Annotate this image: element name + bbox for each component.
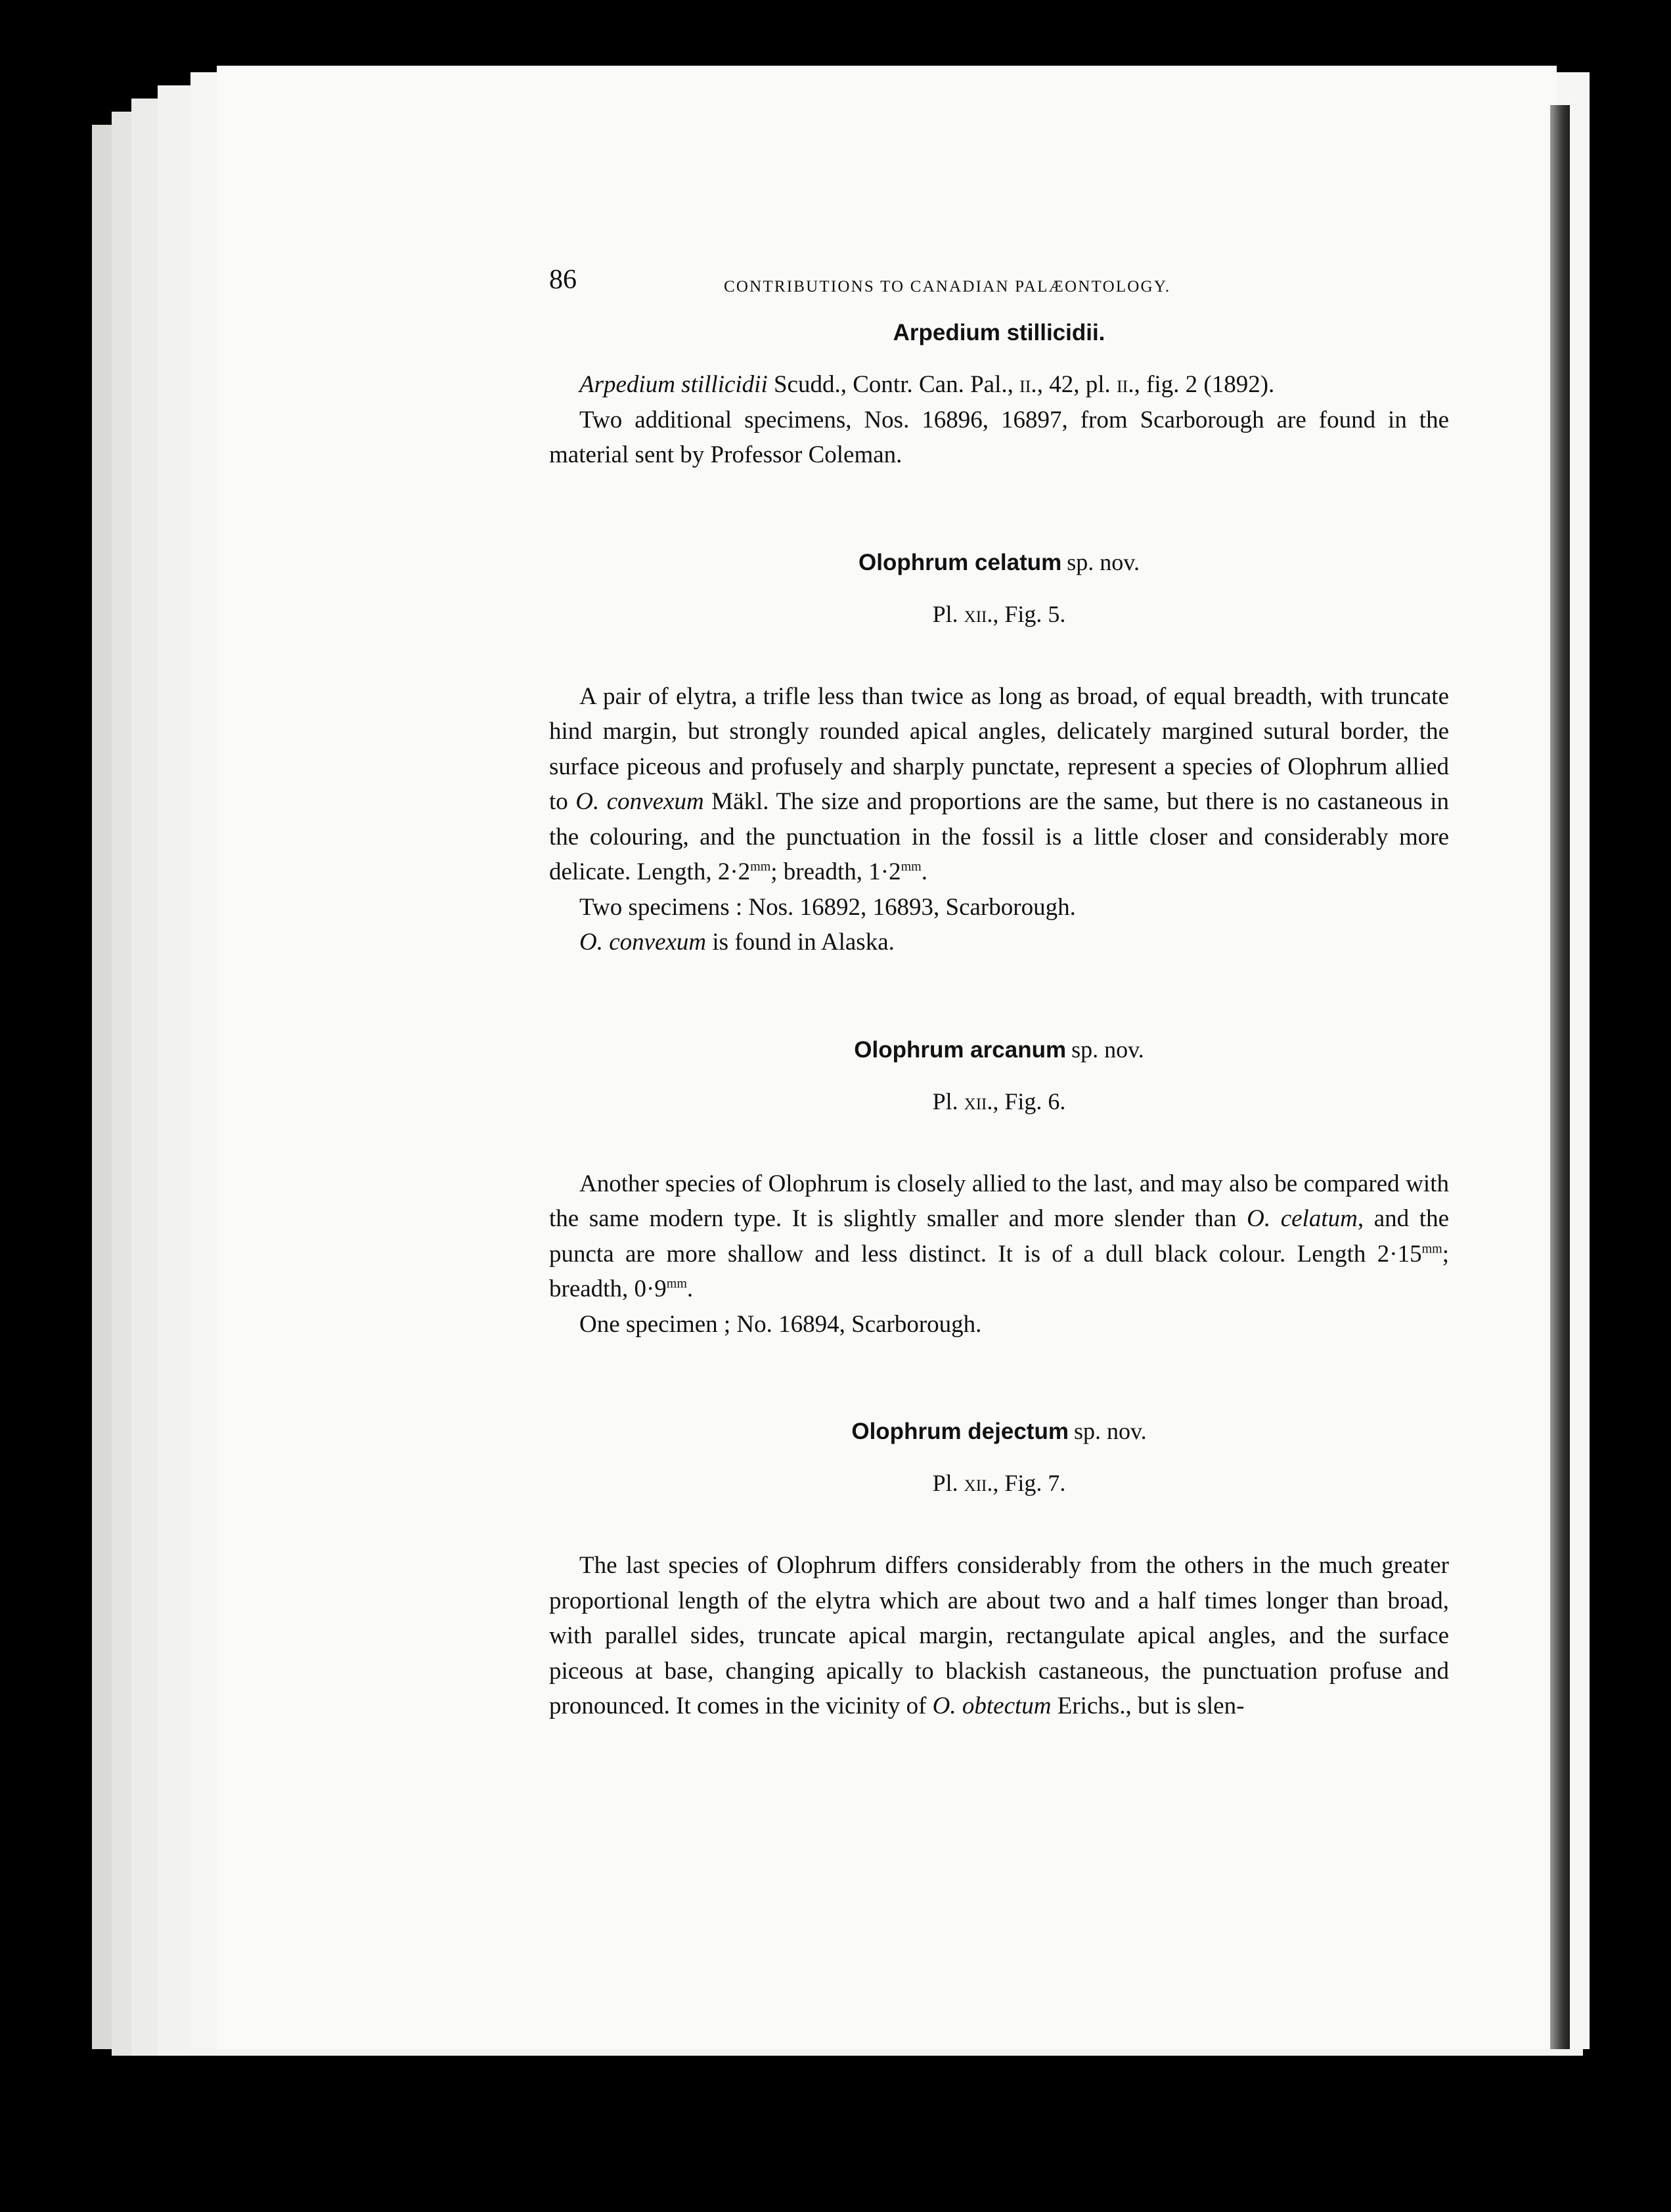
paragraph-text: A pair of elytra, a trifle less than twice as long as broad, of equal breadth, with truncate hind margin, but strongly rounded apical angles, delicately margined sutural border, the surface piceous and profusely and sharply punctate, represent a species of Olophrum allied to	[549, 682, 1449, 815]
paragraph-text: Mäkl. The size and proportions are the same, but there is no castaneous in the colouring, and the punctuation in the fossil is a little closer and considerably more delicate. Length, 2·2	[549, 788, 1449, 885]
page-text	[549, 263, 1449, 1724]
plate-number: xii.	[964, 1088, 993, 1115]
paragraph	[549, 1166, 1449, 1307]
species-name: Arpedium stillicidii.	[893, 320, 1105, 345]
paragraph-text: Erichs., but is slen-	[1051, 1692, 1245, 1719]
species-name: Olophrum arcanum	[854, 1036, 1067, 1063]
taxon-italic: O. convexum	[579, 929, 707, 956]
plate-label: Pl.	[932, 1088, 964, 1115]
reference-text: , 42, pl.	[1036, 371, 1117, 398]
reference-plate: ii.	[1116, 371, 1134, 398]
species-name: Olophrum dejectum	[851, 1419, 1069, 1444]
paragraph-text: ; breadth, 0·9	[549, 1240, 1449, 1302]
reference-text: Scudd., Contr. Can. Pal.,	[767, 371, 1020, 398]
plate-label: Pl.	[932, 600, 964, 627]
species-heading	[549, 1414, 1449, 1449]
unit-superscript: mm	[666, 1276, 687, 1291]
unit-superscript: mm	[750, 859, 771, 874]
binding-shadow	[1550, 105, 1570, 2049]
figure-number: , Fig. 5.	[992, 600, 1066, 627]
species-heading	[549, 545, 1449, 580]
paragraph	[549, 1548, 1449, 1724]
specimen-line: Two specimens : Nos. 16892, 16893, Scarborough.	[579, 893, 1076, 921]
reference-taxon: Arpedium stillicidii	[579, 371, 768, 398]
distribution-line	[549, 925, 1449, 960]
plate-label: Pl.	[932, 1470, 964, 1496]
paragraph: Two additional specimens, Nos. 16896, 16897, from Scarborough are found in the material sent by Professor Coleman.	[549, 406, 1449, 468]
species-heading	[549, 1032, 1449, 1067]
plate-reference	[549, 1466, 1449, 1501]
paragraph-text: Another species of Olophrum is closely allied to the last, and may also be compared with the same modern type. It is slightly smaller and more slender than	[549, 1170, 1449, 1232]
taxon-italic: O. obtectum	[932, 1692, 1052, 1719]
unit-superscript: mm	[901, 859, 922, 874]
paragraph	[549, 679, 1449, 890]
plate-number: xii.	[964, 600, 993, 627]
bibliographic-reference	[549, 367, 1449, 403]
figure-number: , Fig. 7.	[992, 1470, 1066, 1496]
taxon-italic: O. convexum	[575, 788, 704, 815]
running-head	[549, 263, 1449, 302]
plate-reference	[549, 1084, 1449, 1119]
taxon-italic: O. celatum	[1247, 1205, 1358, 1232]
paragraph-text: is found in Alaska.	[706, 929, 895, 956]
plate-number: xii.	[964, 1470, 993, 1496]
species-status: sp. nov.	[1073, 1418, 1147, 1444]
species-name: Olophrum celatum	[858, 549, 1062, 575]
paragraph-text: .	[686, 1275, 694, 1302]
species-status: sp. nov.	[1071, 1036, 1144, 1063]
paragraph-text: ; breadth, 1·2	[770, 858, 901, 885]
reference-text: , fig. 2 (1892).	[1134, 371, 1275, 398]
species-heading	[549, 315, 1449, 350]
running-title: CONTRIBUTIONS TO CANADIAN PALÆONTOLOGY.	[724, 278, 1171, 296]
plate-reference	[549, 597, 1449, 632]
reference-volume: ii.	[1019, 371, 1037, 398]
unit-superscript: mm	[1421, 1241, 1442, 1256]
paragraph-text: .	[921, 858, 927, 885]
page-number: 86	[549, 265, 577, 295]
paragraph-text: The last species of Olophrum differs considerably from the others in the much greater proportional length of the elytra which are about two and a half times longer than broad, with parallel sides, truncate apical margin, rectangulate apical angles, and the surface piceous at base, changing apically to blackish castaneous, the punctuation profuse and pronounced. It comes in the vicinity of	[549, 1552, 1449, 1719]
species-status: sp. nov.	[1067, 548, 1140, 575]
paragraph-text: , and the puncta are more shallow and less distinct. It is of a dull black colour. Length 2·15	[549, 1205, 1449, 1268]
specimen-line: One specimen ; No. 16894, Scarborough.	[579, 1310, 982, 1338]
figure-number: , Fig. 6.	[992, 1088, 1066, 1115]
